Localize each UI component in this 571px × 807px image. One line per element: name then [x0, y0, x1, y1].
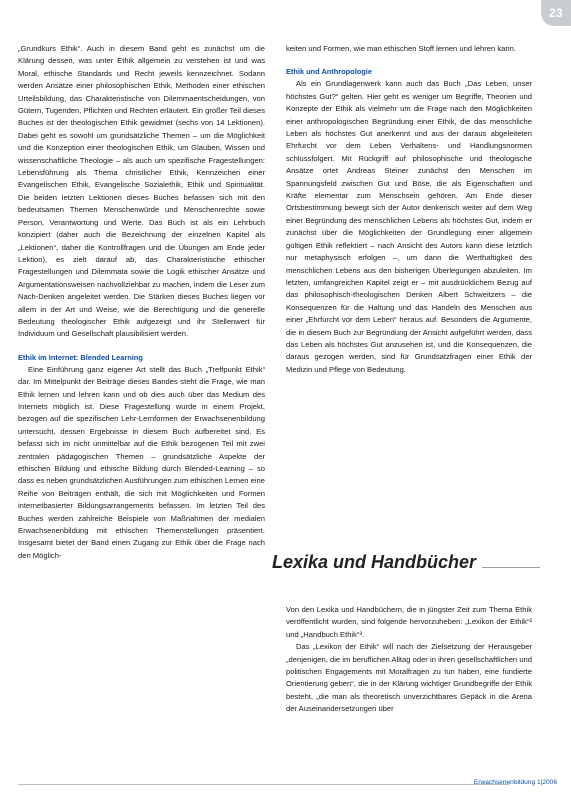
right-body-paragraph: Als ein Grundlagenwerk kann auch das Buch „Das Leben, unser höchstes Gut?“ gelten. Hier geht es weniger um Begriffe, Theorien und Konzepte der Ethik als vielmehr um die Frage nach den Möglichkeiten einer anthropologischen Begründung einer Ethik, die das menschliche Leben als höchstes Gut anerkennt und aus der daraus abgeleiteten Ehrfurcht vor dem Leben Verhaltens- und Handlungsnormen schlussfolgert. Mit Rückgriff auf philosophische und theologische Ansätze ortet Andreas Steiner zunächst den Menschen im Spannungsfeld zwischen Gut und Böse, die als Eigenschaften und Kräfte elementar zum Menschsein gehören. Am Ende dieser Ortsbestimmung bewegt sich der Autor denkerisch weiter auf dem Weg einer Begründung des menschlichen Lebens als höchstes Gut, indem er zunächst über die Möglichkeiten der Grundlegung einer allgemein gültigen Ethik reflektiert – nach Ansicht des Autors kann diese letztlich nur metaphysisch erfolgen –, um dann die Werthaftigkeit des menschlichen Lebens aus den bisherigen Überlegungen abzuleiten. Im letzten, umfangreichen Kapitel zeigt er – mit ausdrücklichem Bezug auf das philosophisch-theologischen Denken Albert Schweitzers – die Konsequenzen für die Haltung und das Handeln des Menschen aus einer „Ehrfurcht vor dem Leben“ heraus auf. Besonders die Argumente, die in diesem Buch zur Begründung der Ansicht aufgeführt werden, dass das Leben als höchstes Gut anzusehen ist, und die Konsequenzen, die daraus gezogen werden, sind für Grundsatzfragen einer Ethik der Medizin und Pflege von Bedeutung. — [286, 79, 532, 374]
footer-label: Erwachsenenbildung 1|2006 — [473, 779, 557, 786]
left-intro-paragraph: „Grundkurs Ethik“. Auch in diesem Band geht es zunächst um die Klärung dessen, was unter Ethik allgemein zu verstehen ist und was Moral, ethische Standards und Recht jeweils kennzeichnet. Sodann werden Ansätze einer philosophischen Ethik, Methoden einer ethischen Urteilsbildung, das Charakteristische von Dilemmaentscheidungen, von Gütern, Tugenden, Pflichten und Rechten erläutert. Ein großer Teil dieses Buches ist der theologischen Ethik gewidmet (sechs von 14 Lektionen). Dabei geht es sowohl um grundsätzliche Themen – um die Möglichkeit und die Konzeption einer theologischen Ethik, um Glauben, Wissen und wissenschaftliche Theologie – als auch um spezifische Fragestellungen: Lebensführung als Thema christlicher Ethik, Kennzeichen einer Evangelischen Ethik, Evangelische Sozialethik, Ethik und Spiritualität. Die beiden letzten Lektionen dieses Buches befassen sich mit den bedeutsamen Themen Menschenwürde und Menschenrechte sowie Person, Verantwortung und Werte. Das Buch ist als ein Lehrbuch konzipiert (daher auch die Bezeichnung der einzelnen Kapitel als „Lektionen“, daher die Kontrollfragen und die Übungen am Ende jeder Lektion), es zielt darauf ab, das Charakteristische ethischer Fragestellungen und Dilemmata sowie die Logik ethischer Ansätze und Argumentationsweisen nachvollziehbar zu machen, indem die Leser zum Nach-Denken angeleitet werden. Die Stärken dieses Buches liegen vor allem in der Art und Weise, wie die Berechtigung und die generelle Bedeutung theologischer Ethik aufgezeigt und ihr Stellenwert für Individuum und Gesellschaft plausibilisiert werden. — [18, 44, 265, 339]
subheading-blended-learning: Ethik im Internet: Blended Learning — [18, 352, 143, 362]
section-paragraph-1: Von den Lexika und Handbüchern, die in jüngster Zeit zum Thema Ethik veröffentlicht wurden, sind folgende hervorzuheben: „Lexikon der Ethik“² und „Handbuch Ethik“³. — [286, 605, 532, 639]
section-title: Lexika und Handbücher — [272, 552, 477, 572]
page-footer — [0, 780, 571, 789]
page-number: 23 — [549, 6, 563, 20]
right-continuation-paragraph: keiten und Formen, wie man ethischen Stoff lernen und lehren kann. — [286, 44, 516, 53]
left-column — [18, 43, 265, 562]
section-paragraph-2: Das „Lexikon der Ethik“ will nach der Zielsetzung der Herausgeber „denjenigen, die im beruflichen Alltag oder in ihren gesellschaftlichen und politischen Engagements mit Moralfragen zu tun haben, eine fundierte Orientierung geben“, die in der Klärung wichtiger Grundbegriffe der Ethik besteht, „die man als theoretisch unverzichtbares Gepäck in die Arena der Auseinandersetzungen über — [286, 642, 532, 714]
section-body — [286, 604, 532, 716]
page-number-badge — [541, 0, 571, 26]
section-heading — [272, 552, 540, 573]
subheading-ethik-anthropologie: Ethik und Anthropologie — [286, 67, 372, 77]
footer-rule — [18, 784, 509, 785]
right-column — [286, 43, 532, 376]
section-rule — [482, 567, 540, 568]
left-body-paragraph: Eine Einführung ganz eigener Art stellt das Buch „Treffpunkt Ethik“ dar. Im Mittelpunkt der Beiträge dieses Bandes steht die Frage, wie man Ethik lernen und lehren kann und ob dies auch über das Medium des Internets möglich ist. Diese Fragestellung wurde in einem Projekt, bezogen auf die spezifischen Lehr-Lernformen der Erwachsenenbildung untersucht, dessen Ergebnisse in diesem Buch aufbereitet sind. Es befasst sich im nicht unmittelbar auf die Ethik bezogenen Teil mit zwei zentralen pädagogischen Themen – grundsätzliche Aspekte der ethischen Bildung und ethische Bildung durch Blended-Learning – so dass es neben grundsätzlichen Ausführungen zum ethischen Lernen eine Reihe von Beiträgen enthält, die sich mit Möglichkeiten und Formen internetbasierter Bildungsarrangements befassen. Im letzten Teil des Buches werden zahlreiche Beispiele von Maßnahmen der medialen Erwachsenenbildung mit ethischen Themenstellungen präsentiert. Insgesamt bietet der Band einen Zugang zur Ethik über die Frage nach den Möglich- — [18, 364, 265, 560]
